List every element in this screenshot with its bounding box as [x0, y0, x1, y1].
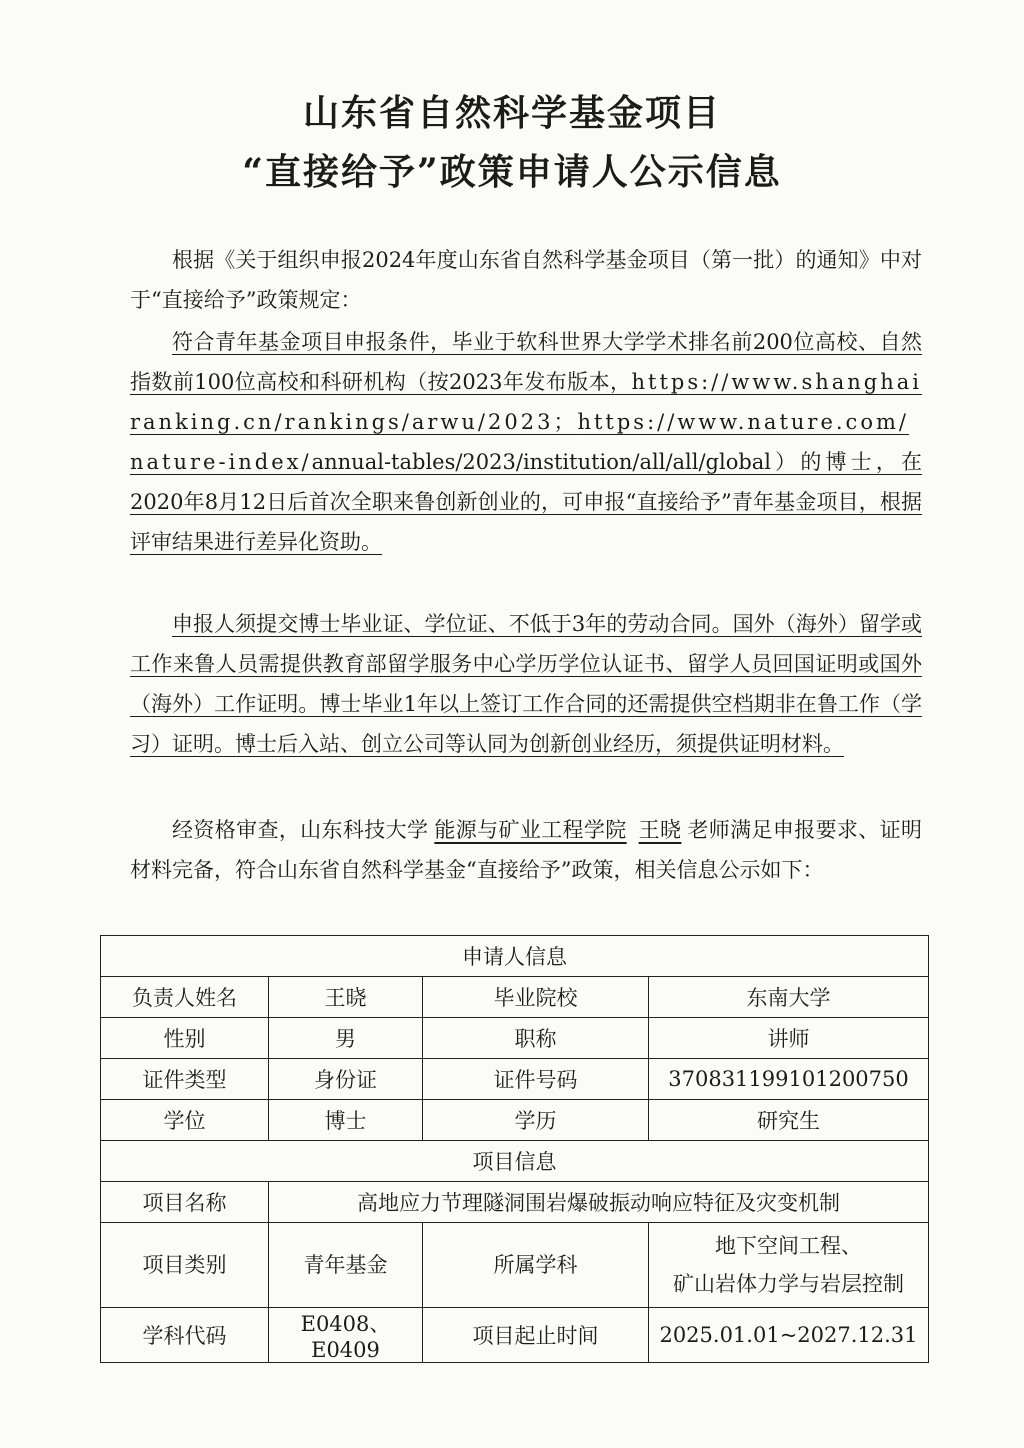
document-title-line1: 山东省自然科学基金项目 [302, 92, 721, 134]
education-label: 学历 [423, 1100, 649, 1141]
title-label: 职称 [423, 1018, 649, 1059]
review-prefix: 经资格审查，山东科技大学 [172, 818, 429, 842]
discipline-code-label: 学科代码 [101, 1308, 269, 1363]
degree-value: 博士 [269, 1100, 423, 1141]
review-paragraph [130, 810, 922, 890]
school-label: 毕业院校 [423, 977, 649, 1018]
review-suffix: 老师满足申报要求、证明材料完备，符合山东省自然科学基金“直接给予”政策，相关信息公示如下： [130, 818, 923, 882]
requirements-paragraph: 申报人须提交博士毕业证、学位证、不低于3年的劳动合同。国外（海外）留学或工作来鲁人员需提供教育部留学服务中心学历学位认证书、留学人员回国证明或国外（海外）工作证明。博士毕业1年以上签订工作合同的还需提供空档期非在鲁工作（学习）证明。博士后入站、创立公司等认同为创新创业经历，须提供证明材料。 [130, 612, 922, 756]
shanghairanking-url: https://www.shanghairanking.cn/rankings/arwu/2023； [130, 370, 922, 434]
gender-label: 性别 [101, 1018, 269, 1059]
project-period-label: 项目起止时间 [423, 1308, 649, 1363]
discipline-value [649, 1223, 929, 1308]
id-type-value: 身份证 [269, 1059, 423, 1100]
education-value: 研究生 [649, 1100, 929, 1141]
discipline-code-value: E0408、E0409 [269, 1308, 423, 1363]
applicant-info-table [100, 935, 929, 1363]
gender-value: 男 [269, 1018, 423, 1059]
project-period-value: 2025.01.01~2027.12.31 [649, 1308, 929, 1363]
review-college: 能源与矿业工程学院 [434, 818, 627, 842]
policy-text: 符合青年基金项目申报条件，毕业于软科世界大学学术排名前200位高校、自然指数前100位高校和科研机构（按2023年发布版本， [130, 330, 922, 394]
project-name-label: 项目名称 [101, 1182, 269, 1223]
id-number-label: 证件号码 [423, 1059, 649, 1100]
project-name-value: 高地应力节理隧洞围岩爆破振动响应特征及灾变机制 [269, 1182, 929, 1223]
discipline-label: 所属学科 [423, 1223, 649, 1308]
id-number-value: 370831199101200750 [649, 1059, 929, 1100]
policy-paragraph [130, 322, 922, 562]
name-label: 负责人姓名 [101, 977, 269, 1018]
id-type-label: 证件类型 [101, 1059, 269, 1100]
project-category-value: 青年基金 [269, 1223, 423, 1308]
project-info-header: 项目信息 [101, 1141, 929, 1182]
intro-paragraph: 根据《关于组织申报2024年度山东省自然科学基金项目（第一批）的通知》中对于“直接给予”政策规定： [130, 248, 922, 312]
discipline-line2: 矿山岩体力学与岩层控制 [673, 1272, 904, 1296]
policy-text-continued: annual-tables/2023/institution/all/all/global）的博士，在2020年8月12日后首次全职来鲁创新创业的，可申报“直接给予”青年基金项目，根据评审结果进行差异化资助。 [130, 450, 922, 554]
name-value: 王晓 [269, 977, 423, 1018]
degree-label: 学位 [101, 1100, 269, 1141]
project-category-label: 项目类别 [101, 1223, 269, 1308]
review-name: 王晓 [638, 818, 682, 842]
discipline-line1: 地下空间工程、 [715, 1234, 862, 1258]
nature-index-url: https://www.nature.com/nature-index/ [130, 410, 909, 474]
applicant-info-header: 申请人信息 [101, 936, 929, 977]
document-title-line2: “直接给予”政策申请人公示信息 [242, 151, 782, 193]
school-value: 东南大学 [649, 977, 929, 1018]
title-value: 讲师 [649, 1018, 929, 1059]
